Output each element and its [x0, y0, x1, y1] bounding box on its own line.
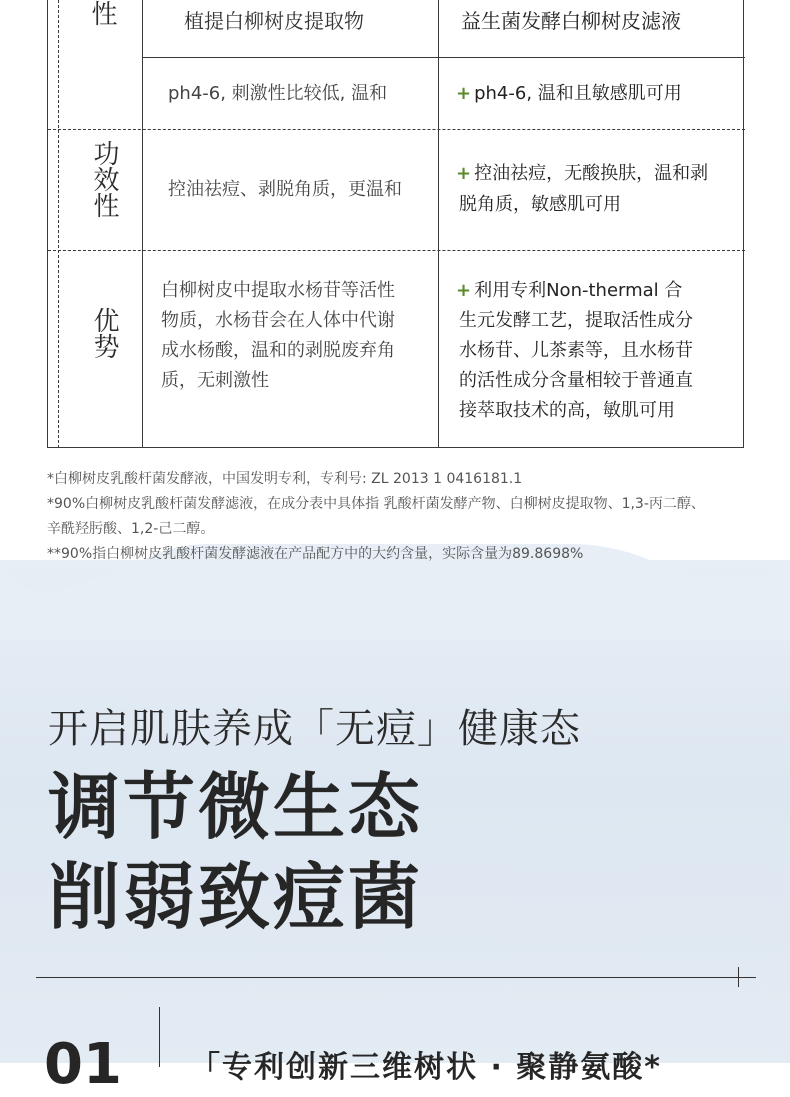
row-label-advantage: 优势 [89, 307, 119, 359]
text-line: 质，无刺激性 [161, 370, 269, 391]
row-divider [48, 250, 745, 251]
section-title: 「专利创新三维树状 · 聚静氨酸* [190, 1050, 662, 1085]
label-column [48, 0, 143, 448]
cell-a-ph: ph4-6, 刺激性比较低, 温和 [168, 83, 388, 104]
vertical-divider [159, 1007, 160, 1067]
cell-a-efficacy: 控油祛痘、剥脱角质，更温和 [168, 179, 402, 200]
row-divider [48, 129, 745, 130]
headline-line-2: 削弱致痘菌 [48, 855, 424, 939]
footnote: 辛酰羟肟酸、1,2-己二醇。 [47, 521, 215, 537]
footnote: *90%白柳树皮乳酸杆菌发酵滤液，在成分表中具体指 乳酸杆菌发酵产物、白柳树皮提取物、1,3-丙二醇、 [47, 496, 705, 512]
divider-line [36, 977, 756, 978]
section-number: 01 [44, 1032, 122, 1097]
row-label-efficacy: 功效性 [89, 140, 119, 218]
text-line: 生元发酵工艺，提取活性成分 [459, 310, 693, 331]
cell-b-ph: + ph4-6, 温和且敏感肌可用 [456, 83, 682, 104]
footnote: **90%指白柳树皮乳酸杆菌发酵滤液在产品配方中的大约含量，实际含量为89.8698% [47, 546, 584, 562]
plus-icon: + [456, 83, 472, 104]
text-line: 成水杨酸，温和的剥脱废弃角 [161, 340, 395, 361]
text-line: 接萃取技术的高，敏肌可用 [459, 400, 675, 421]
comparison-table [47, 0, 744, 448]
text-line: 水杨苷、儿茶素等，且水杨苷 [459, 340, 693, 361]
text-line: 物质，水杨苷会在人体中代谢 [161, 310, 395, 331]
cell-a-advantage [161, 276, 395, 396]
footnote: *白柳树皮乳酸杆菌发酵液，中国发明专利，专利号: ZL 2013 1 0416181.1 [47, 471, 523, 487]
cell-b-efficacy-line1: + 控油祛痘，无酸换肤，温和剥 [456, 163, 709, 184]
sub-headline: 开启肌肤养成「无痘」健康态 [48, 706, 581, 752]
row-divider [142, 57, 745, 58]
row-label-partial: 性 [87, 0, 117, 26]
text-line: 的活性成分含量相较于普通直 [459, 370, 693, 391]
col-a-header: 植提白柳树皮提取物 [184, 9, 364, 33]
divider-tick [738, 967, 739, 987]
cell-b-advantage [456, 276, 693, 426]
footnotes [47, 467, 757, 567]
text-line: + 利用专利Non-thermal 合 [456, 280, 683, 301]
text-line: 白柳树皮中提取水杨苷等活性 [161, 280, 395, 301]
col-b-header: 益生菌发酵白柳树皮滤液 [461, 9, 681, 33]
headline-line-1: 调节微生态 [48, 765, 424, 849]
plus-icon: + [456, 163, 472, 184]
label-dash-line [58, 0, 59, 448]
plus-icon: + [456, 280, 472, 301]
cell-b-efficacy-line2: 脱角质，敏感肌可用 [459, 194, 621, 215]
